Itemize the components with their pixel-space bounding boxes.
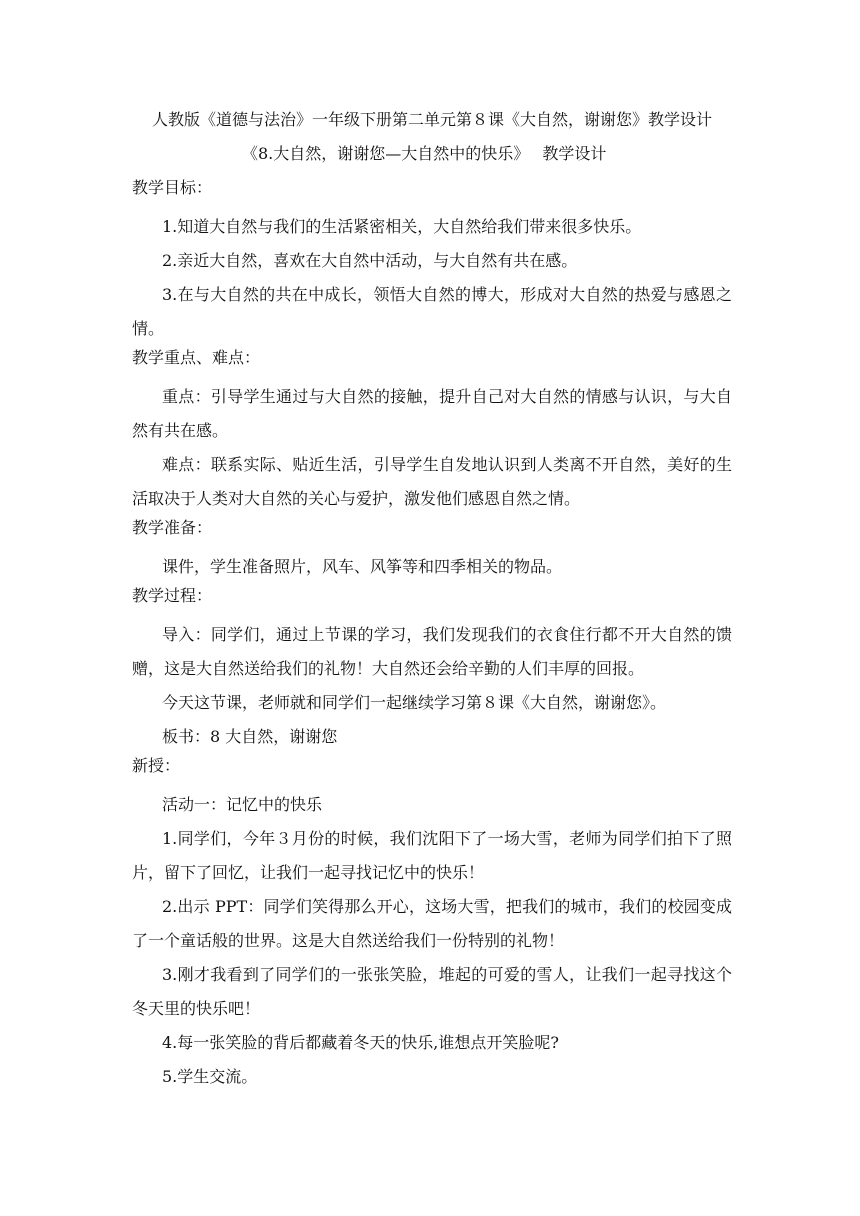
keypoint-item: 重点：引导学生通过与大自然的接触，提升自己对大自然的情感与认识，与大自然有共在感。	[132, 387, 732, 440]
activity-item: 5.学生交流。	[162, 1067, 258, 1086]
document-subtitle: 《8.大自然，谢谢您—大自然中的快乐》 教学设计	[242, 144, 607, 163]
process-heading: 教学过程：	[132, 586, 213, 605]
objective-item: 3.在与大自然的共在中成长，领悟大自然的博大，形成对大自然的热爱与感恩之情。	[132, 285, 732, 338]
document-title: 人教版《道德与法治》一年级下册第二单元第８课《大自然，谢谢您》教学设计	[151, 110, 712, 129]
keypoints-list	[132, 380, 732, 516]
objectives-heading: 教学目标：	[132, 178, 213, 197]
activity-section	[132, 788, 732, 1094]
prep-heading: 教学准备：	[132, 518, 213, 537]
document-content	[132, 108, 732, 1094]
new-heading: 新授：	[132, 756, 181, 775]
process-item: 板书：8 大自然，谢谢您	[162, 727, 338, 746]
process-list	[132, 618, 732, 754]
activity-item: 2.出示 PPT：同学们笑得那么开心，这场大雪，把我们的城市，我们的校园变成了一个童话般的世界。这是大自然送给我们一份特别的礼物！	[132, 897, 732, 950]
keypoints-heading: 教学重点、难点：	[132, 348, 261, 367]
activity-item: 1.同学们，今年３月份的时候，我们沈阳下了一场大雪，老师为同学们拍下了照片，留下了回忆，让我们一起寻找记忆中的快乐！	[132, 829, 732, 882]
activity-item: 3.刚才我看到了同学们的一张张笑脸，堆起的可爱的雪人，让我们一起寻找这个冬天里的快乐吧！	[132, 965, 732, 1018]
process-item: 导入：同学们，通过上节课的学习，我们发现我们的衣食住行都不开大自然的馈赠，这是大自然送给我们的礼物！大自然还会给辛勤的人们丰厚的回报。	[132, 625, 732, 678]
objectives-list	[132, 210, 732, 346]
objective-item: 2.亲近大自然，喜欢在大自然中活动，与大自然有共在感。	[162, 251, 578, 270]
keypoint-item: 难点：联系实际、贴近生活，引导学生自发地认识到人类离不开自然，美好的生活取决于人类对大自然的关心与爱护，激发他们感恩自然之情。	[132, 455, 732, 508]
activity-title: 活动一：记忆中的快乐	[162, 795, 323, 814]
process-item: 今天这节课，老师就和同学们一起继续学习第８课《大自然，谢谢您》。	[162, 693, 667, 712]
activity-item: 4.每一张笑脸的背后都藏着冬天的快乐,谁想点开笑脸呢?	[162, 1033, 559, 1052]
prep-text: 课件，学生准备照片，风车、风筝等和四季相关的物品。	[162, 557, 563, 576]
prep-section	[132, 550, 732, 584]
objective-item: 1.知道大自然与我们的生活紧密相关，大自然给我们带来很多快乐。	[162, 217, 642, 236]
